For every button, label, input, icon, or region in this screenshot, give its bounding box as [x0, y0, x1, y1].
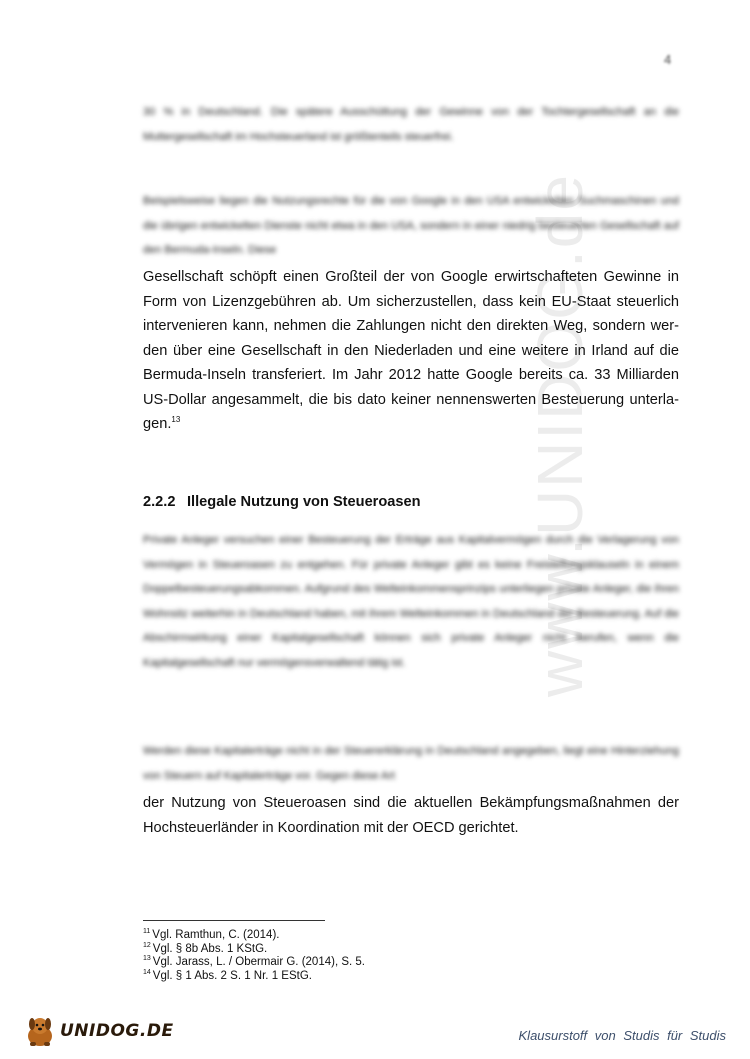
footnote	[143, 929, 365, 943]
text-line: US-Dollar angesammelt, die bis dato keiner nennenswerten Besteuerung unterla-	[143, 391, 679, 408]
blurred-paragraph-1: 30 % in Deutschland. Die spätere Ausschüttung der Gewinne von der Tochtergesellschaft an die Muttergesellschaft im Hochsteuerland ist größtenteils steuerfrei.	[143, 106, 679, 143]
section-number: 2.2.2	[143, 494, 176, 510]
text-line: Form von Lizenzgebühren ab. Um sicherzustellen, dass kein EU-Staat steuerlich	[143, 293, 679, 310]
footnotes	[143, 929, 365, 983]
tagline: Klausurstoff von Studis für Studis	[518, 1028, 726, 1043]
unidog-logo	[22, 1014, 174, 1048]
footnote-divider	[143, 920, 325, 921]
footnote	[143, 970, 365, 984]
footnote-number: 11	[143, 928, 151, 936]
dog-mascot-icon	[22, 1014, 58, 1048]
footnote-text: Vgl. § 8b Abs. 1 KStG.	[152, 942, 268, 955]
watermark: www.UNIDOG.de	[524, 173, 596, 697]
section-heading	[143, 494, 421, 510]
text-line-last	[143, 412, 679, 437]
footnote-text: Vgl. § 1 Abs. 2 S. 1 Nr. 1 EStG.	[152, 969, 312, 982]
footnote	[143, 956, 365, 970]
text-line: Hochsteuerländer in Koordination mit der OECD gerichtet.	[143, 819, 519, 836]
paragraph-google	[143, 265, 679, 437]
logo-text: UNIDOG.DE	[60, 1021, 174, 1041]
paragraph-oecd	[143, 791, 679, 840]
footnote-number: 12	[143, 941, 151, 949]
text-line: Bermuda-Inseln transferiert. Im Jahr 2012 hatte Google bereits ca. 33 Milliarden	[143, 367, 679, 383]
blurred-paragraph-3: Private Anleger versuchen einer Besteuerung der Erträge aus Kapitalvermögen durch die Verlagerung von Vermögen in Steueroasen zu entgehen. Für private Anleger gibt es keine Freistellungsklauseln in einem Doppelbesteuerungsabkommen. Aufgrund des Welteinkommensprinzips unterliegen private Anleger, die ihren Wohnsitz weiterhin in Deutschland haben, mit ihrem Welteinkommen in Deutschland der Besteuerung. Auf die Abschirmwirkung einer Kapitalgesellschaft können sich private Anleger nicht berufen, wenn die Kapitalgesellschaft nur vermögensverwaltend tätig ist.	[143, 534, 679, 669]
text-line: intervenieren kann, nehmen die Zahlungen nicht den direkten Weg, sondern wer-	[143, 318, 679, 334]
section-title: Illegale Nutzung von Steueroasen	[187, 494, 421, 510]
footnote-text: Vgl. Ramthun, C. (2014).	[152, 929, 280, 941]
blurred-paragraph-4: Werden diese Kapitalerträge nicht in der Steuererklärung in Deutschland angegeben, liegt eine Hinterziehung von Steuern auf Kapitalerträge vor. Gegen diese Art	[143, 745, 679, 782]
blurred-paragraph-2: Beispielsweise liegen die Nutzungsrechte für die von Google in den USA entwickelten Suchmaschinen und die übrigen entwickelten Dienste nicht etwa in den USA, sondern in einer niedrig besteuerten Gesellschaft auf den Bermuda-Inseln. Diese	[143, 195, 679, 256]
text-line: Gesellschaft schöpft einen Großteil der von Google erwirtschafteten Gewinne in	[143, 269, 679, 285]
text-line: den über eine Gesellschaft in den Niederladen und eine weitere in Irland auf die	[143, 342, 679, 359]
footnote-reference: 13	[171, 415, 181, 425]
text-line: der Nutzung von Steueroasen sind die aktuellen Bekämpfungsmaßnahmen der	[143, 795, 679, 811]
page-number: 4	[664, 52, 672, 67]
footnote-number: 13	[143, 955, 151, 963]
footnote	[143, 943, 365, 957]
footnote-number: 14	[143, 968, 151, 976]
text-line: gen.	[143, 416, 172, 432]
footnote-text: Vgl. Jarass, L. / Obermair G. (2014), S. 5.	[152, 956, 365, 968]
